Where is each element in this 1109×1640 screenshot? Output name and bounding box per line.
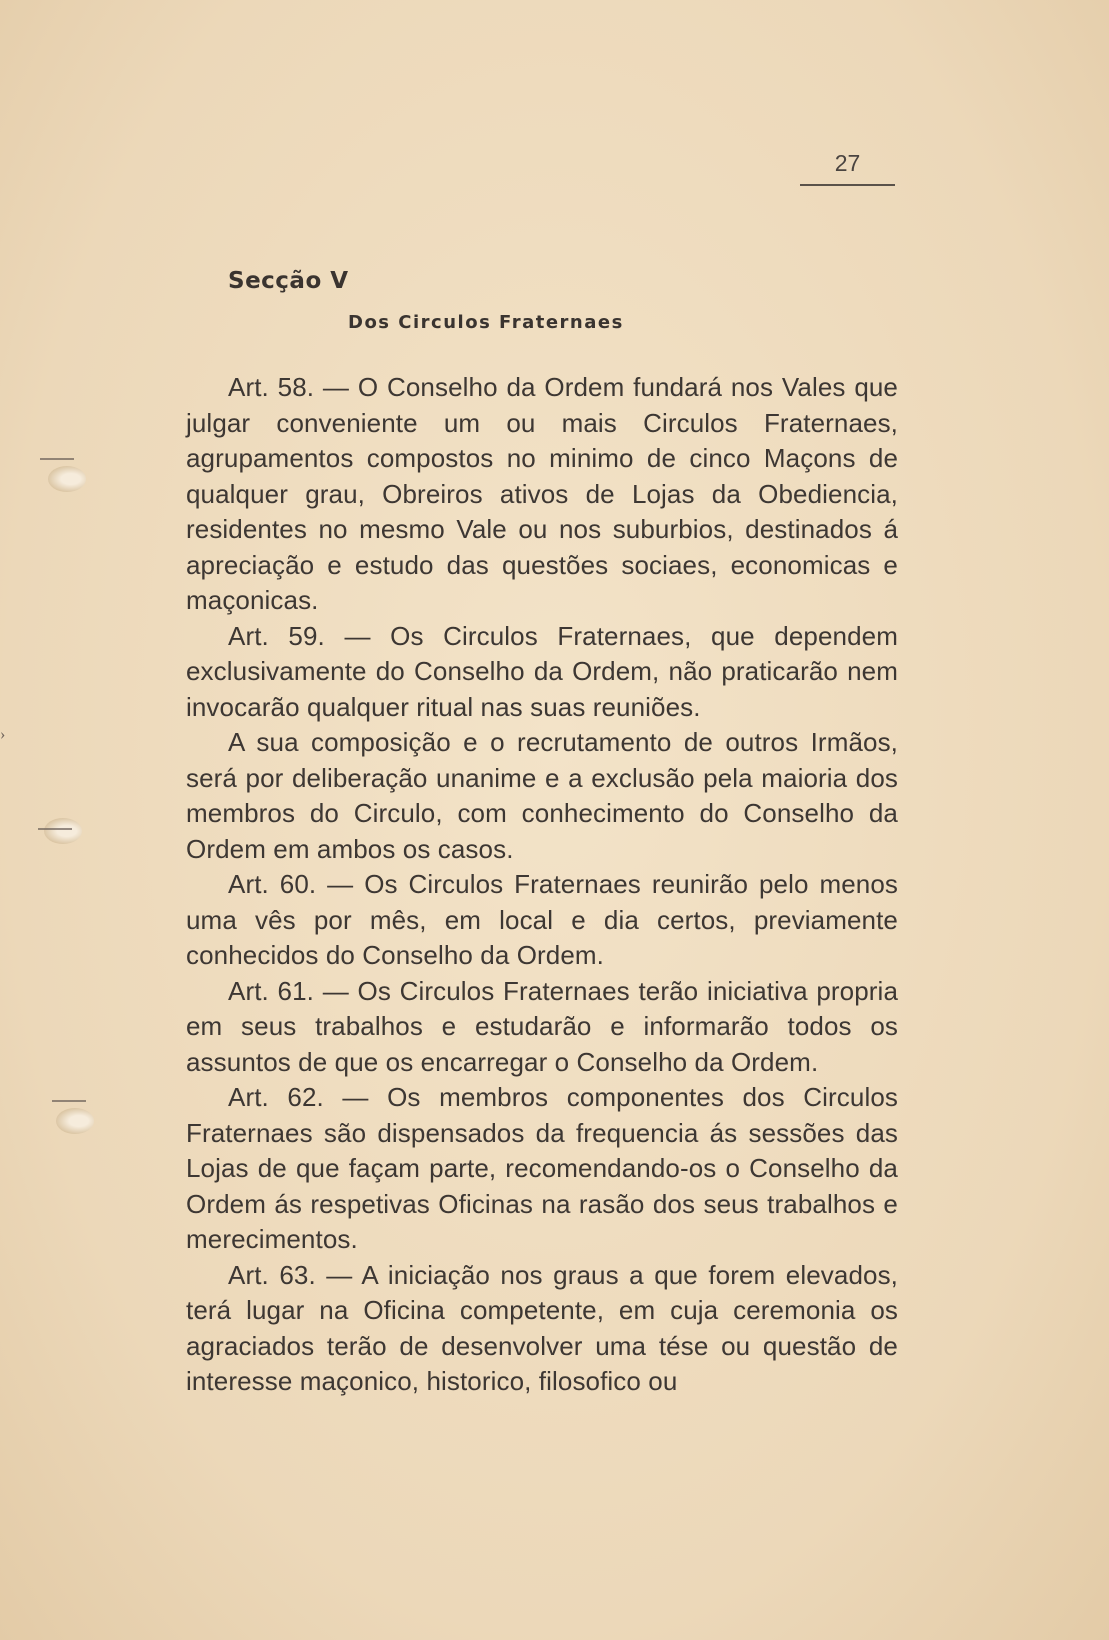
hole-mark [38,828,72,830]
section-heading: Secção V [228,268,349,294]
article-59: Art. 59. — Os Circulos Fraternaes, que dependem exclusivamente do Conselho da Ordem, não praticarão nem invocarão qualquer ritual nas suas reuniões. [186,620,898,722]
binder-hole [48,466,86,492]
article-59-continuation: A sua composição e o recrutamento de outros Irmãos, será por deliberação unanime e a exclusão pela maioria dos membros do Circulo, com conhecimento do Conselho da Ordem em ambos os casos. [186,727,898,864]
section-subtitle: Dos Circulos Fraternaes [348,312,624,333]
page-number: 27 [834,150,861,176]
binder-hole [56,1108,94,1134]
hole-mark [52,1100,86,1102]
page-number-rule [800,184,895,186]
hole-mark [40,458,74,460]
article-58: Art. 58. — O Conselho da Ordem fundará nos Vales que julgar conveniente um ou mais Circulos Fraternaes, agrupamentos compostos no minimo de cinco Maçons de qualquer grau, Obreiros ativos de Lojas da Obediencia, residentes no mesmo Vale ou nos suburbios, destinados á apreciação e estudo das questões sociaes, economicas e maçonicas. [186,372,898,615]
body-text [186,370,898,1400]
article-63: Art. 63. — A iniciação nos graus a que forem elevados, terá lugar na Oficina competente, em cuja ceremonia os agraciados terão de desenvolver uma tése ou questão de interesse maçonico, historico, filosofico ou [186,1259,898,1396]
reverse-side-bleed [190,240,196,266]
article-62: Art. 62. — Os membros componentes dos Circulos Fraternaes são dispensados da frequencia ás sessões das Lojas de que façam parte, recomendando-os o Conselho da Ordem ás respetivas Oficinas na rasão dos seus trabalhos e merecimentos. [186,1082,898,1254]
binder-hole [44,818,82,844]
article-61: Art. 61. — Os Circulos Fraternaes terão iniciativa propria em seus trabalhos e estudarão e informarão todos os assuntos de que os encarregar o Conselho da Ordem. [186,975,898,1077]
margin-mark: › [0,726,6,743]
article-60: Art. 60. — Os Circulos Fraternaes reunirão pelo menos uma vês por mês, em local e dia certos, previamente conhecidos do Conselho da Ordem. [186,869,898,970]
